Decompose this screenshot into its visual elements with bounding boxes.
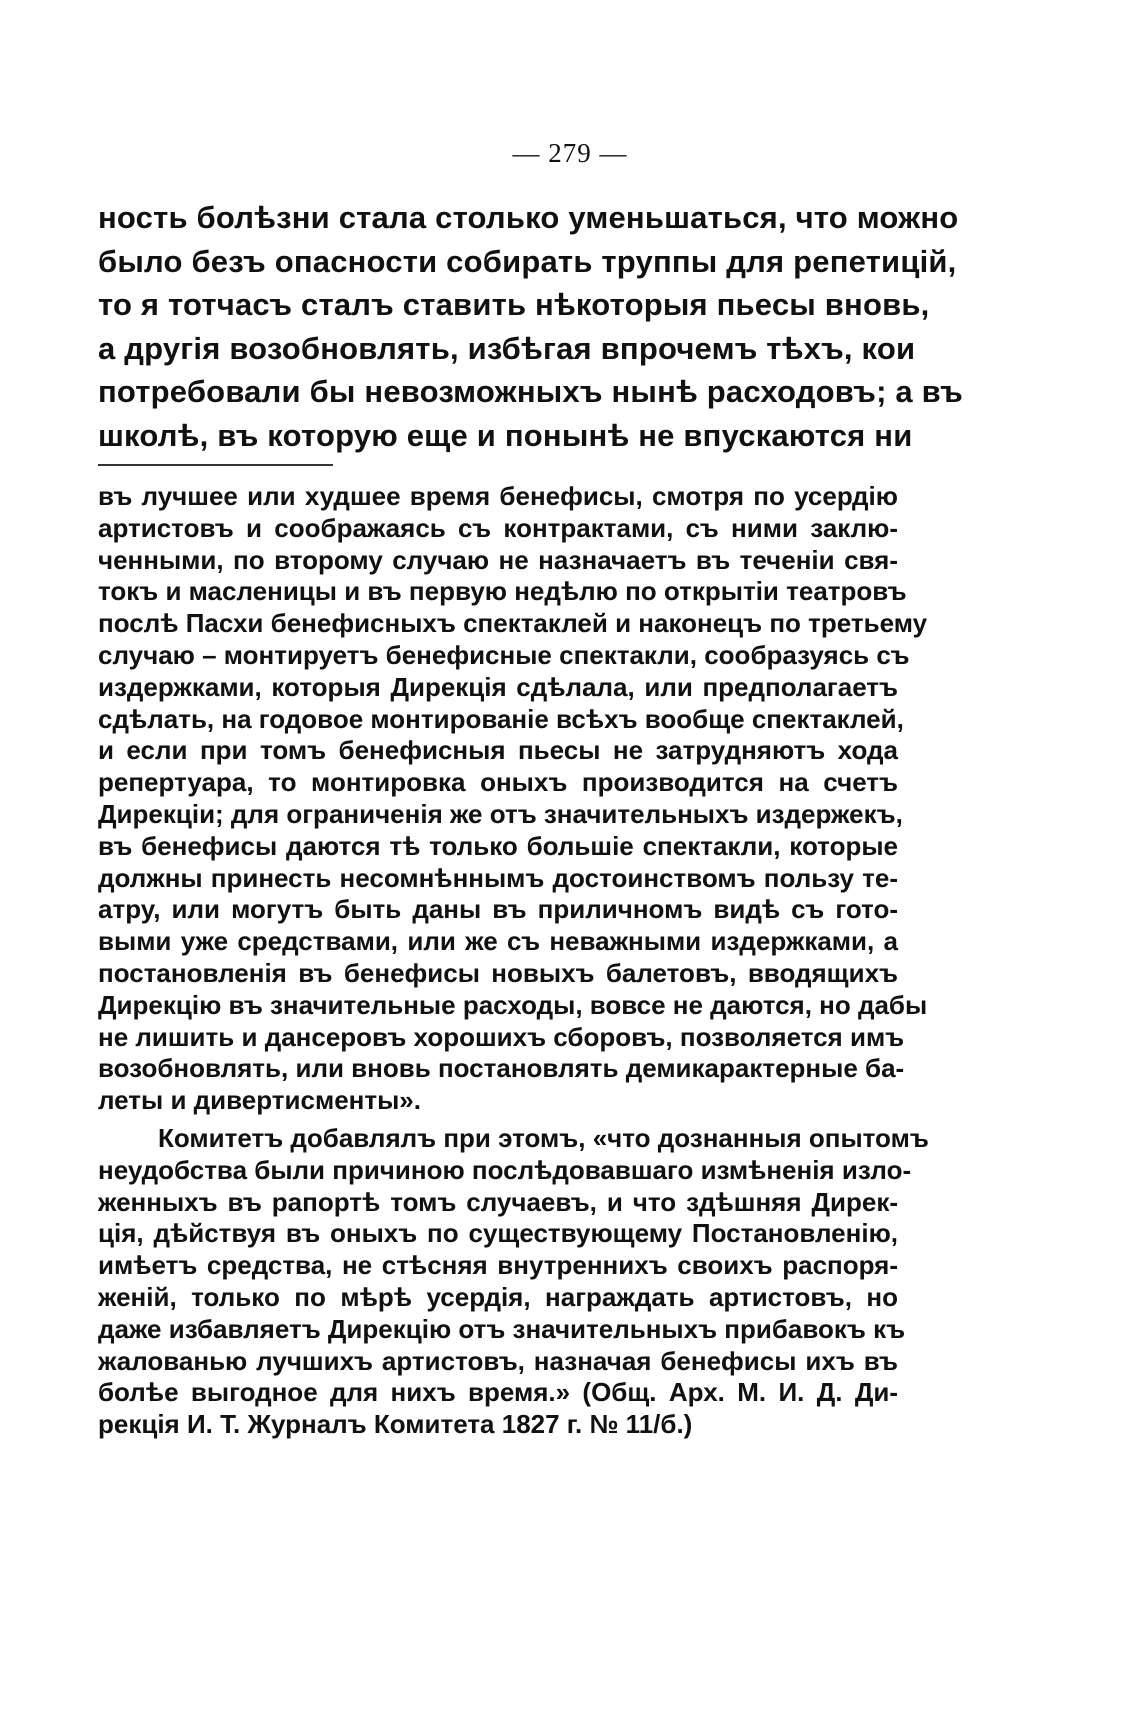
footnote-paragraph-line: Комитетъ добавлялъ при этомъ, «что дознанныя опытомъ — [158, 1122, 929, 1153]
footnote-line: въ лучшее или худшее время бенефисы, смотря по усердію — [98, 481, 898, 511]
footnote-paragraph-line: болѣе выгодное для нихъ время.» (Общ. Арх. М. И. Д. Ди- — [98, 1377, 898, 1408]
main-text-line: то я тотчасъ сталъ ставить нѣкоторыя пьесы вновь, — [98, 287, 930, 322]
main-text-line: школѣ, въ которую еще и понынѣ не впускаются ни — [98, 417, 913, 453]
footnote-line: леты и дивертисменты». — [98, 1085, 421, 1116]
main-text-line: было безъ опасности собирать труппы для репетицій, — [98, 243, 957, 279]
footnote-line: случаю – монтируетъ бенефисные спектакли, сообразуясь съ — [98, 639, 910, 670]
footnote-line: и если при томъ бенефисныя пьесы не затрудняютъ хода — [98, 735, 898, 766]
footnote-line: возобновлять, или вновь постановлять демикарактерные ба- — [98, 1053, 905, 1084]
footnote-line: должны принесть несомнѣннымъ достоинствомъ пользу те- — [98, 862, 898, 893]
footnote-paragraph-line: женныхъ въ рапортѣ томъ случаевъ, и что здѣшняя Дирек- — [98, 1186, 898, 1217]
main-text-line: ность болѣзни стала столько уменьшаться, что можно — [98, 200, 959, 235]
footnote-line: токъ и масленицы и въ первую недѣлю по открытіи театровъ — [98, 576, 907, 607]
footnote-line: Дирекцію въ значительные расходы, вовсе не даются, но дабы — [98, 989, 928, 1020]
footnote-line: ченными, по второму случаю не назначаетъ въ теченіи свя- — [98, 544, 898, 575]
footnote-line: послѣ Пасхи бенефисныхъ спектаклей и наконецъ по третьему — [98, 608, 928, 639]
footnote-line: не лишить и дансеровъ хорошихъ сборовъ, позволяется имъ — [98, 1021, 905, 1052]
footnote-paragraph-line: неудобства были причиною послѣдовавшаго измѣненія изло- — [98, 1154, 912, 1185]
footnote-paragraph-line: даже избавляетъ Дирекцію отъ значительныхъ прибавокъ къ — [98, 1313, 906, 1344]
footnote-paragraph-line: женій, только по мѣрѣ усердія, награждать артистовъ, но — [98, 1281, 898, 1312]
footnote-line: выми уже средствами, или же съ неважными издержками, а — [98, 926, 898, 957]
footnote-line: Дирекціи; для ограниченія же отъ значительныхъ издержекъ, — [98, 798, 903, 829]
main-text — [98, 196, 963, 457]
main-text-line: а другія возобновлять, избѣгая впрочемъ тѣхъ, кои — [98, 330, 916, 366]
footnote — [98, 481, 929, 1441]
footnote-paragraph-line: ція, дѣйствуя въ оныхъ по существующему Постановленію, — [98, 1218, 898, 1249]
footnote-line: сдѣлать, на годовое монтированіе всѣхъ вообще спектаклей, — [98, 703, 904, 734]
page-number: — 279 — — [512, 138, 628, 168]
main-text-line: потребовали бы невозможныхъ нынѣ расходовъ; а въ — [98, 374, 963, 409]
footnote-line: артистовъ и соображаясь съ контрактами, съ ними заклю- — [98, 512, 898, 543]
footnote-separator — [98, 464, 333, 466]
footnote-line: репертуара, то монтировка оныхъ производится на счетъ — [98, 767, 898, 798]
footnote-paragraph-line: имѣетъ средства, не стѣсняя внутреннихъ своихъ распоря- — [98, 1250, 898, 1281]
footnote-line: атру, или могутъ быть даны въ приличномъ видѣ съ гото- — [98, 894, 898, 925]
footnote-line: въ бенефисы даются тѣ только большіе спектакли, которые — [98, 830, 898, 861]
footnote-paragraph-line: жалованью лучшихъ артистовъ, назначая бенефисы ихъ въ — [98, 1345, 898, 1376]
footnote-line: постановленія въ бенефисы новыхъ балетовъ, вводящихъ — [98, 957, 898, 988]
footnote-paragraph-line: рекція И. Т. Журналъ Комитета 1827 г. № 11/б.) — [98, 1409, 693, 1440]
footnote-line: издержками, которыя Дирекція сдѣлала, или предполагаетъ — [98, 671, 898, 702]
